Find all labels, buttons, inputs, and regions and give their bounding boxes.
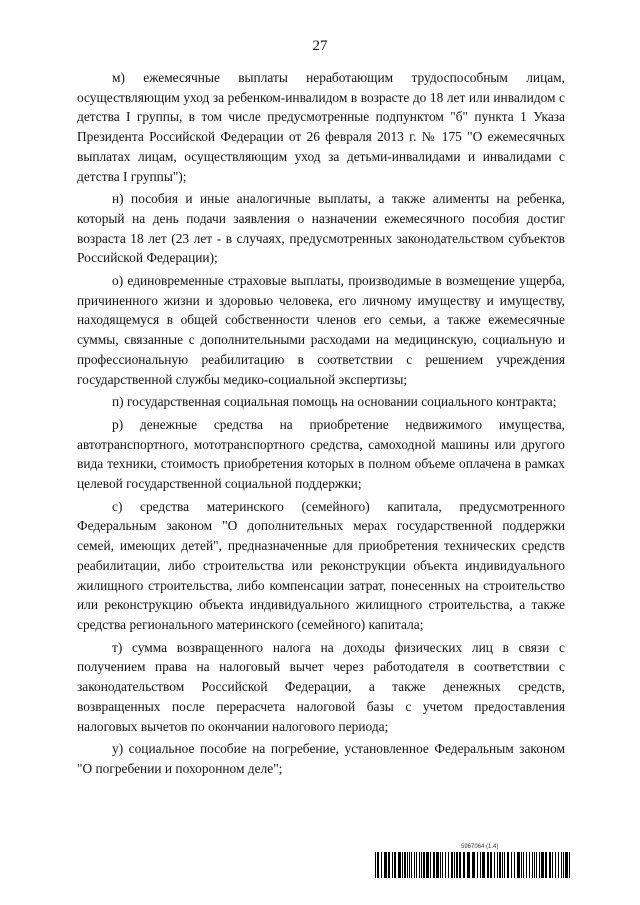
- paragraph-o: о) единовременные страховые выплаты, производимые в возмещение ущерба, причиненного жизни и здоровью человека, его личному имуществу и имуществу, находящемуся в общей собственности членов его семьи, а также ежемесячные суммы, связанные с дополнительными расходами на медицинскую, социальную и профессиональную реабилитацию в соответствии с решением учреждения государственной службы медико-социальной экспертизы;: [77, 273, 565, 387]
- paragraph-u: у) социальное пособие на погребение, установленное Федеральным законом "О погребении и похоронном деле";: [77, 741, 565, 776]
- paragraph-s: с) средства материнского (семейного) капитала, предусмотренного Федеральным законом "О дополнительных мерах государственной поддержки семей, имеющих детей", предназначенные для приобретения технических средств реабилитации, либо строительства или реконструкции объекта индивидуального жилищного строительства, либо компенсации затрат, понесенных на строительство или реконструкцию объекта индивидуального жилищного строительства, а также средства регионального материнского (семейного) капитала;: [77, 498, 565, 632]
- page-number: 27: [312, 38, 328, 54]
- document-body: [77, 68, 565, 782]
- paragraph-m: м) ежемесячные выплаты неработающим трудоспособным лицам, осуществляющим уход за ребенком-инвалидом в возрасте до 18 лет или инвалидом с детства I группы, в том числе предусмотренные подпунктом "б" пункта 1 Указа Президента Российской Федерации от 26 февраля 2013 г. № 175 "О ежемесячных выплатах лицам, осуществляющим уход за детьми-инвалидами и инвалидами с детства I группы");: [77, 70, 565, 184]
- document-code: 5967064 (1.4): [461, 844, 499, 850]
- barcode-icon: [375, 852, 571, 878]
- paragraph-p: п) государственная социальная помощь на основании социального контракта;: [112, 394, 557, 410]
- paragraph-r: р) денежные средства на приобретение недвижимого имущества, автотранспортного, мототранспортного средства, самоходной машины или другого вида техники, стоимость приобретения которых в полном объеме оплачена в рамках целевой государственной социальной поддержки;: [77, 416, 565, 492]
- paragraph-t: т) сумма возвращенного налога на доходы физических лиц в связи с получением права на налоговый вычет через работодателя в соответствии с законодательством Российской Федерации, а также денежных средств, возвращенных после перерасчета налоговой базы с учетом предоставления налоговых вычетов по окончании налогового периода;: [77, 639, 565, 734]
- paragraph-n: н) пособия и иные аналогичные выплаты, а также алименты на ребенка, который на день подачи заявления о назначении ежемесячного пособия достиг возраста 18 лет (23 лет - в случаях, предусмотренных законодательством субъектов Российской Федерации);: [77, 191, 565, 266]
